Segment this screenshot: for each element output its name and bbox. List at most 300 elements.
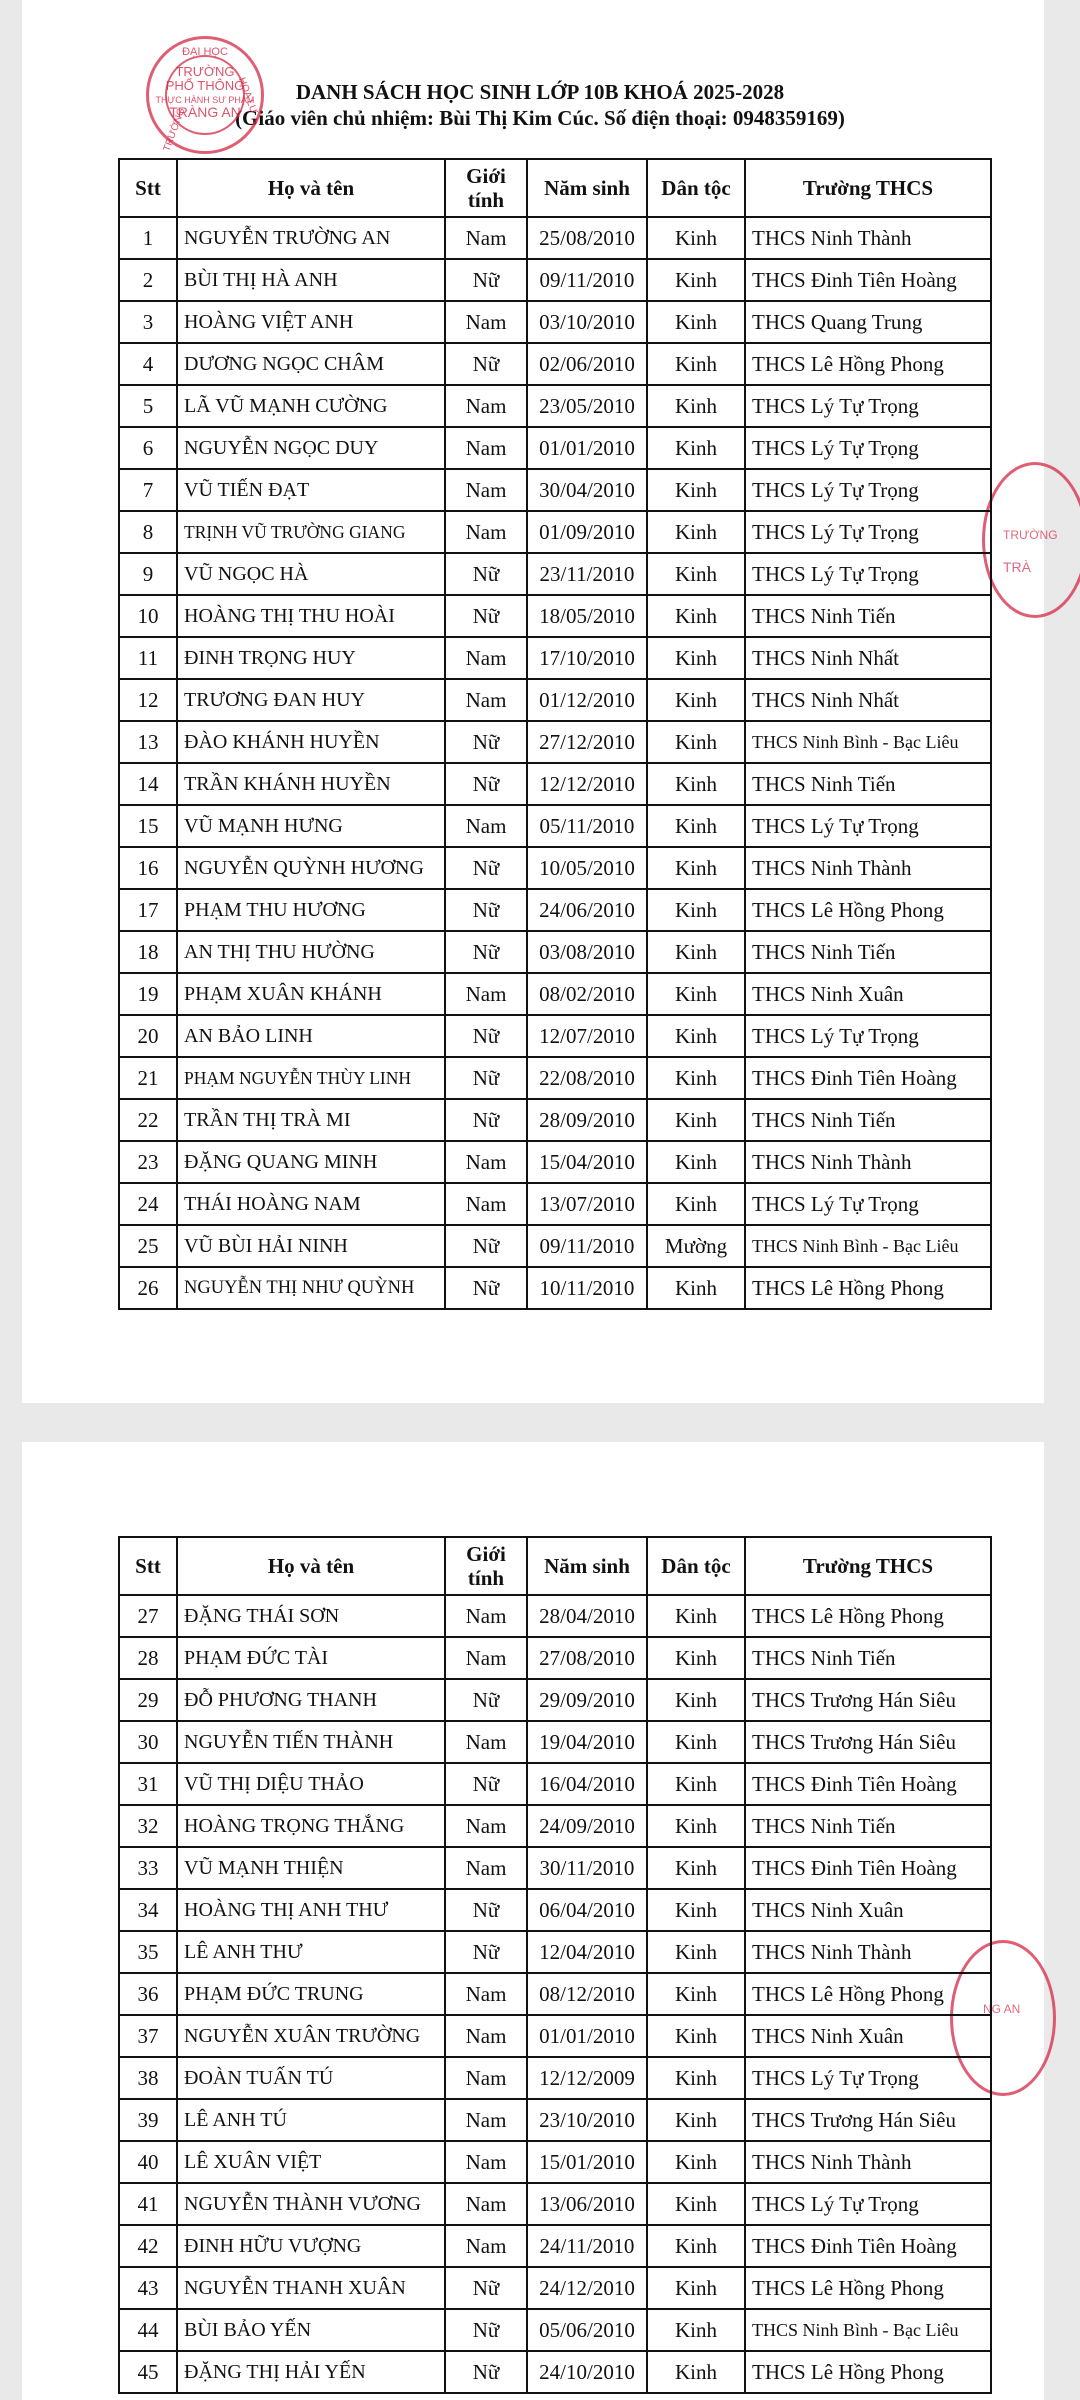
table-row — [119, 1763, 991, 1805]
cell-stt: 18 — [119, 931, 177, 973]
cell-stt: 24 — [119, 1183, 177, 1225]
cell-stt: 39 — [119, 2099, 177, 2141]
cell-dob: 12/12/2010 — [527, 763, 647, 805]
cell-name: NGUYỄN TIẾN THÀNH — [177, 1721, 445, 1763]
table-row — [119, 763, 991, 805]
cell-gender: Nam — [445, 2141, 527, 2183]
cell-school: THCS Ninh Xuân — [745, 2015, 991, 2057]
table-row — [119, 2225, 991, 2267]
cell-ethnicity: Kinh — [647, 1015, 745, 1057]
cell-gender: Nữ — [445, 1889, 527, 1931]
cell-stt: 43 — [119, 2267, 177, 2309]
cell-gender: Nam — [445, 1805, 527, 1847]
cell-dob: 01/01/2010 — [527, 2015, 647, 2057]
table-row — [119, 1931, 991, 1973]
cell-stt: 42 — [119, 2225, 177, 2267]
cell-stt: 41 — [119, 2183, 177, 2225]
cell-stt: 26 — [119, 1267, 177, 1309]
cell-school: THCS Lý Tự Trọng — [745, 2183, 991, 2225]
cell-stt: 35 — [119, 1931, 177, 1973]
cell-dob: 25/08/2010 — [527, 217, 647, 259]
table-row — [119, 1099, 991, 1141]
cell-dob: 22/08/2010 — [527, 1057, 647, 1099]
cell-gender: Nữ — [445, 1225, 527, 1267]
cell-name: LÊ XUÂN VIỆT — [177, 2141, 445, 2183]
cell-ethnicity: Kinh — [647, 1057, 745, 1099]
cell-stt: 7 — [119, 469, 177, 511]
cell-dob: 24/09/2010 — [527, 1805, 647, 1847]
table-row — [119, 1183, 991, 1225]
cell-name: DƯƠNG NGỌC CHÂM — [177, 343, 445, 385]
header-gender-line1: Giới — [466, 1542, 506, 1566]
cell-school: THCS Ninh Thành — [745, 1141, 991, 1183]
cell-gender: Nam — [445, 2183, 527, 2225]
cell-ethnicity: Kinh — [647, 2225, 745, 2267]
cell-ethnicity: Kinh — [647, 1099, 745, 1141]
cell-school: THCS Ninh Tiến — [745, 1805, 991, 1847]
cell-school: THCS Lý Tự Trọng — [745, 469, 991, 511]
cell-dob: 16/04/2010 — [527, 1763, 647, 1805]
cell-ethnicity: Kinh — [647, 427, 745, 469]
cell-name: AN BẢO LINH — [177, 1015, 445, 1057]
cell-gender: Nữ — [445, 1763, 527, 1805]
margin-stamp-1 — [982, 462, 1080, 618]
cell-gender: Nam — [445, 1847, 527, 1889]
table-header-row — [119, 159, 991, 217]
table-row — [119, 511, 991, 553]
cell-school: THCS Ninh Bình - Bạc Liêu — [745, 1225, 991, 1267]
cell-ethnicity: Kinh — [647, 679, 745, 721]
cell-gender: Nam — [445, 637, 527, 679]
cell-stt: 12 — [119, 679, 177, 721]
cell-name: THÁI HOÀNG NAM — [177, 1183, 445, 1225]
cell-name: VŨ TIẾN ĐẠT — [177, 469, 445, 511]
cell-dob: 12/07/2010 — [527, 1015, 647, 1057]
table-row — [119, 1057, 991, 1099]
cell-dob: 23/10/2010 — [527, 2099, 647, 2141]
cell-stt: 9 — [119, 553, 177, 595]
cell-ethnicity: Kinh — [647, 1763, 745, 1805]
cell-school: THCS Lý Tự Trọng — [745, 2057, 991, 2099]
header-gender-line2: tính — [467, 1566, 505, 1590]
cell-gender: Nam — [445, 511, 527, 553]
cell-name: AN THỊ THU HƯỜNG — [177, 931, 445, 973]
cell-ethnicity: Kinh — [647, 931, 745, 973]
cell-dob: 01/09/2010 — [527, 511, 647, 553]
cell-gender: Nữ — [445, 2267, 527, 2309]
cell-stt: 19 — [119, 973, 177, 1015]
cell-gender: Nữ — [445, 2309, 527, 2351]
cell-school: THCS Lý Tự Trọng — [745, 385, 991, 427]
table-row — [119, 973, 991, 1015]
cell-ethnicity: Kinh — [647, 1637, 745, 1679]
table-row — [119, 1721, 991, 1763]
stamp-right-text: HOA LƯ — [235, 76, 260, 116]
cell-ethnicity: Kinh — [647, 1721, 745, 1763]
cell-school: THCS Trương Hán Siêu — [745, 1679, 991, 1721]
cell-gender: Nữ — [445, 343, 527, 385]
header-ethnicity: Dân tộc — [647, 159, 745, 217]
table-row — [119, 1015, 991, 1057]
cell-dob: 27/12/2010 — [527, 721, 647, 763]
cell-gender: Nam — [445, 217, 527, 259]
table-row — [119, 1595, 991, 1637]
cell-gender: Nữ — [445, 1057, 527, 1099]
cell-ethnicity: Kinh — [647, 1595, 745, 1637]
cell-name: VŨ MẠNH HƯNG — [177, 805, 445, 847]
cell-name: ĐỖ PHƯƠNG THANH — [177, 1679, 445, 1721]
table-row — [119, 1805, 991, 1847]
cell-name: PHẠM THU HƯƠNG — [177, 889, 445, 931]
cell-school: THCS Đinh Tiên Hoàng — [745, 1847, 991, 1889]
cell-name: NGUYỄN THANH XUÂN — [177, 2267, 445, 2309]
table-row — [119, 2267, 991, 2309]
cell-gender: Nam — [445, 1183, 527, 1225]
cell-ethnicity: Kinh — [647, 385, 745, 427]
cell-gender: Nữ — [445, 847, 527, 889]
cell-dob: 12/12/2009 — [527, 2057, 647, 2099]
cell-dob: 09/11/2010 — [527, 259, 647, 301]
table-row — [119, 1225, 991, 1267]
cell-name: HOÀNG THỊ ANH THƯ — [177, 1889, 445, 1931]
cell-school: THCS Đinh Tiên Hoàng — [745, 259, 991, 301]
table-row — [119, 931, 991, 973]
cell-stt: 45 — [119, 2351, 177, 2393]
cell-name: HOÀNG THỊ THU HOÀI — [177, 595, 445, 637]
cell-school: THCS Ninh Tiến — [745, 1099, 991, 1141]
cell-stt: 31 — [119, 1763, 177, 1805]
header-school: Trường THCS — [745, 159, 991, 217]
cell-stt: 13 — [119, 721, 177, 763]
cell-stt: 33 — [119, 1847, 177, 1889]
cell-gender: Nam — [445, 469, 527, 511]
cell-dob: 13/07/2010 — [527, 1183, 647, 1225]
cell-stt: 36 — [119, 1973, 177, 2015]
cell-school: THCS Đinh Tiên Hoàng — [745, 2225, 991, 2267]
cell-stt: 2 — [119, 259, 177, 301]
table-row — [119, 343, 991, 385]
cell-ethnicity: Kinh — [647, 595, 745, 637]
cell-school: THCS Lý Tự Trọng — [745, 1015, 991, 1057]
cell-school: THCS Ninh Xuân — [745, 1889, 991, 1931]
cell-dob: 08/12/2010 — [527, 1973, 647, 2015]
cell-gender: Nam — [445, 973, 527, 1015]
table-header-row — [119, 1537, 991, 1595]
cell-stt: 34 — [119, 1889, 177, 1931]
cell-name: ĐÀO KHÁNH HUYỀN — [177, 721, 445, 763]
cell-school: THCS Lê Hồng Phong — [745, 1267, 991, 1309]
cell-gender: Nữ — [445, 1931, 527, 1973]
cell-dob: 03/08/2010 — [527, 931, 647, 973]
cell-name: BÙI THỊ HÀ ANH — [177, 259, 445, 301]
cell-gender: Nam — [445, 1637, 527, 1679]
cell-gender: Nam — [445, 1973, 527, 2015]
cell-dob: 24/11/2010 — [527, 2225, 647, 2267]
cell-name: NGUYỄN THỊ NHƯ QUỲNH — [177, 1267, 445, 1309]
cell-school: THCS Lý Tự Trọng — [745, 553, 991, 595]
cell-stt: 15 — [119, 805, 177, 847]
cell-ethnicity: Kinh — [647, 847, 745, 889]
table-row — [119, 301, 991, 343]
table-row — [119, 469, 991, 511]
cell-name: PHẠM XUÂN KHÁNH — [177, 973, 445, 1015]
table-row — [119, 1847, 991, 1889]
cell-dob: 06/04/2010 — [527, 1889, 647, 1931]
cell-ethnicity: Kinh — [647, 1931, 745, 1973]
cell-name: PHẠM ĐỨC TÀI — [177, 1637, 445, 1679]
cell-school: THCS Lý Tự Trọng — [745, 427, 991, 469]
header-gender — [445, 1537, 527, 1595]
cell-ethnicity: Kinh — [647, 217, 745, 259]
document-title: DANH SÁCH HỌC SINH LỚP 10B KHOÁ 2025-2028 — [295, 80, 785, 104]
cell-gender: Nam — [445, 2057, 527, 2099]
cell-ethnicity: Kinh — [647, 637, 745, 679]
cell-ethnicity: Kinh — [647, 2309, 745, 2351]
cell-dob: 10/11/2010 — [527, 1267, 647, 1309]
table-row — [119, 259, 991, 301]
cell-ethnicity: Kinh — [647, 2267, 745, 2309]
cell-dob: 05/11/2010 — [527, 805, 647, 847]
cell-stt: 10 — [119, 595, 177, 637]
cell-name: NGUYỄN XUÂN TRƯỜNG — [177, 2015, 445, 2057]
cell-gender: Nữ — [445, 1679, 527, 1721]
cell-ethnicity: Kinh — [647, 973, 745, 1015]
cell-school: THCS Lê Hồng Phong — [745, 1973, 991, 2015]
cell-school: THCS Lý Tự Trọng — [745, 511, 991, 553]
cell-name: VŨ BÙI HẢI NINH — [177, 1225, 445, 1267]
cell-school: THCS Ninh Bình - Bạc Liêu — [745, 2309, 991, 2351]
cell-school: THCS Lý Tự Trọng — [745, 1183, 991, 1225]
cell-gender: Nam — [445, 679, 527, 721]
cell-name: BÙI BẢO YẾN — [177, 2309, 445, 2351]
cell-name: LÊ ANH TÚ — [177, 2099, 445, 2141]
cell-dob: 27/08/2010 — [527, 1637, 647, 1679]
cell-ethnicity: Kinh — [647, 1973, 745, 2015]
header-gender-line1: Giới — [466, 164, 506, 188]
cell-dob: 19/04/2010 — [527, 1721, 647, 1763]
cell-gender: Nam — [445, 385, 527, 427]
cell-dob: 29/09/2010 — [527, 1679, 647, 1721]
header-gender — [445, 159, 527, 217]
cell-ethnicity: Kinh — [647, 763, 745, 805]
cell-ethnicity: Kinh — [647, 469, 745, 511]
cell-dob: 24/10/2010 — [527, 2351, 647, 2393]
table-row — [119, 2183, 991, 2225]
cell-ethnicity: Kinh — [647, 553, 745, 595]
cell-ethnicity: Kinh — [647, 343, 745, 385]
cell-stt: 20 — [119, 1015, 177, 1057]
header-stt: Stt — [119, 1537, 177, 1595]
cell-school: THCS Trương Hán Siêu — [745, 2099, 991, 2141]
stamp-side-text: TRƯỜNG — [161, 106, 188, 154]
cell-name: HOÀNG TRỌNG THẮNG — [177, 1805, 445, 1847]
cell-gender: Nữ — [445, 553, 527, 595]
cell-name: VŨ NGỌC HÀ — [177, 553, 445, 595]
cell-school: THCS Đinh Tiên Hoàng — [745, 1763, 991, 1805]
cell-name: LÃ VŨ MẠNH CƯỜNG — [177, 385, 445, 427]
stamp-line-1: TRƯỜNG — [175, 64, 235, 79]
cell-school: THCS Lê Hồng Phong — [745, 2351, 991, 2393]
cell-name: PHẠM ĐỨC TRUNG — [177, 1973, 445, 2015]
cell-stt: 29 — [119, 1679, 177, 1721]
header-dob: Năm sinh — [527, 1537, 647, 1595]
cell-school: THCS Ninh Bình - Bạc Liêu — [745, 721, 991, 763]
cell-ethnicity: Kinh — [647, 1679, 745, 1721]
cell-name: VŨ MẠNH THIỆN — [177, 1847, 445, 1889]
header-name: Họ và tên — [177, 1537, 445, 1595]
cell-ethnicity: Kinh — [647, 2351, 745, 2393]
stamp-fragment-b: TRÀ — [1003, 559, 1031, 575]
cell-gender: Nữ — [445, 931, 527, 973]
cell-stt: 16 — [119, 847, 177, 889]
cell-ethnicity: Kinh — [647, 2099, 745, 2141]
cell-dob: 09/11/2010 — [527, 1225, 647, 1267]
header-stt: Stt — [119, 159, 177, 217]
cell-ethnicity: Kinh — [647, 1141, 745, 1183]
cell-gender: Nam — [445, 1141, 527, 1183]
cell-stt: 6 — [119, 427, 177, 469]
cell-gender: Nam — [445, 2225, 527, 2267]
cell-gender: Nam — [445, 2099, 527, 2141]
cell-name: TRỊNH VŨ TRƯỜNG GIANG — [177, 511, 445, 553]
table-row — [119, 1679, 991, 1721]
cell-gender: Nam — [445, 301, 527, 343]
stamp-line-2: PHỔ THÔNG — [165, 78, 245, 93]
cell-stt: 5 — [119, 385, 177, 427]
cell-dob: 10/05/2010 — [527, 847, 647, 889]
student-table-page-2 — [118, 1536, 992, 2394]
table-row — [119, 1267, 991, 1309]
cell-name: TRƯƠNG ĐAN HUY — [177, 679, 445, 721]
cell-school: THCS Quang Trung — [745, 301, 991, 343]
cell-school: THCS Ninh Tiến — [745, 763, 991, 805]
stamp-line-4: TRÀNG AN — [169, 104, 241, 120]
cell-stt: 21 — [119, 1057, 177, 1099]
cell-name: PHẠM NGUYỄN THÙY LINH — [177, 1057, 445, 1099]
cell-school: THCS Lý Tự Trọng — [745, 805, 991, 847]
table-row — [119, 2015, 991, 2057]
cell-dob: 08/02/2010 — [527, 973, 647, 1015]
table-row — [119, 2351, 991, 2393]
cell-ethnicity: Kinh — [647, 889, 745, 931]
cell-name: VŨ THỊ DIỆU THẢO — [177, 1763, 445, 1805]
cell-name: ĐẶNG THÁI SƠN — [177, 1595, 445, 1637]
cell-dob: 01/12/2010 — [527, 679, 647, 721]
table-row — [119, 889, 991, 931]
cell-ethnicity: Kinh — [647, 721, 745, 763]
cell-gender: Nữ — [445, 1015, 527, 1057]
cell-dob: 23/11/2010 — [527, 553, 647, 595]
cell-stt: 14 — [119, 763, 177, 805]
cell-dob: 17/10/2010 — [527, 637, 647, 679]
cell-ethnicity: Kinh — [647, 2141, 745, 2183]
cell-name: ĐẶNG QUANG MINH — [177, 1141, 445, 1183]
cell-dob: 30/04/2010 — [527, 469, 647, 511]
cell-ethnicity: Kinh — [647, 1805, 745, 1847]
cell-dob: 28/09/2010 — [527, 1099, 647, 1141]
cell-stt: 17 — [119, 889, 177, 931]
cell-dob: 05/06/2010 — [527, 2309, 647, 2351]
cell-name: NGUYỄN TRƯỜNG AN — [177, 217, 445, 259]
cell-school: THCS Ninh Nhất — [745, 679, 991, 721]
table-row — [119, 2099, 991, 2141]
cell-name: ĐINH TRỌNG HUY — [177, 637, 445, 679]
cell-gender: Nam — [445, 427, 527, 469]
cell-school: THCS Ninh Tiến — [745, 1637, 991, 1679]
cell-school: THCS Ninh Nhất — [745, 637, 991, 679]
cell-gender: Nữ — [445, 721, 527, 763]
cell-dob: 15/01/2010 — [527, 2141, 647, 2183]
table-row — [119, 553, 991, 595]
cell-stt: 38 — [119, 2057, 177, 2099]
cell-name: ĐẶNG THỊ HẢI YẾN — [177, 2351, 445, 2393]
cell-gender: Nữ — [445, 2351, 527, 2393]
cell-gender: Nữ — [445, 763, 527, 805]
table-row — [119, 595, 991, 637]
cell-stt: 30 — [119, 1721, 177, 1763]
cell-dob: 24/06/2010 — [527, 889, 647, 931]
cell-ethnicity: Kinh — [647, 2183, 745, 2225]
header-school: Trường THCS — [745, 1537, 991, 1595]
cell-ethnicity: Mường — [647, 1225, 745, 1267]
cell-school: THCS Ninh Thành — [745, 847, 991, 889]
cell-gender: Nữ — [445, 1267, 527, 1309]
cell-dob: 12/04/2010 — [527, 1931, 647, 1973]
cell-school: THCS Lê Hồng Phong — [745, 343, 991, 385]
cell-school: THCS Ninh Thành — [745, 2141, 991, 2183]
cell-school: THCS Lê Hồng Phong — [745, 2267, 991, 2309]
cell-ethnicity: Kinh — [647, 511, 745, 553]
cell-stt: 8 — [119, 511, 177, 553]
document-subtitle: (Giáo viên chủ nhiệm: Bùi Thị Kim Cúc. Số điện thoại: 0948359169) — [235, 106, 845, 130]
cell-gender: Nữ — [445, 1099, 527, 1141]
cell-dob: 02/06/2010 — [527, 343, 647, 385]
cell-name: ĐINH HỮU VƯỢNG — [177, 2225, 445, 2267]
cell-stt: 11 — [119, 637, 177, 679]
cell-ethnicity: Kinh — [647, 2015, 745, 2057]
cell-name: NGUYỄN THÀNH VƯƠNG — [177, 2183, 445, 2225]
cell-school: THCS Ninh Thành — [745, 1931, 991, 1973]
header-gender-line2: tính — [467, 188, 505, 212]
cell-gender: Nam — [445, 1721, 527, 1763]
cell-name: HOÀNG VIỆT ANH — [177, 301, 445, 343]
cell-stt: 3 — [119, 301, 177, 343]
cell-ethnicity: Kinh — [647, 805, 745, 847]
cell-school: THCS Trương Hán Siêu — [745, 1721, 991, 1763]
cell-gender: Nam — [445, 805, 527, 847]
cell-dob: 15/04/2010 — [527, 1141, 647, 1183]
stamp-fragment-a: TRƯỜNG — [1003, 528, 1058, 542]
stamp-top-text: ĐẠI HỌC — [182, 46, 228, 58]
stamp-line-3: THỰC HÀNH SƯ PHẠM — [155, 95, 255, 105]
cell-dob: 13/06/2010 — [527, 2183, 647, 2225]
cell-ethnicity: Kinh — [647, 301, 745, 343]
cell-stt: 28 — [119, 1637, 177, 1679]
table-row — [119, 805, 991, 847]
cell-name: NGUYỄN QUỲNH HƯƠNG — [177, 847, 445, 889]
table-row — [119, 385, 991, 427]
header-dob: Năm sinh — [527, 159, 647, 217]
cell-stt: 23 — [119, 1141, 177, 1183]
table-row — [119, 2141, 991, 2183]
cell-gender: Nữ — [445, 889, 527, 931]
table-row — [119, 1141, 991, 1183]
table-row — [119, 217, 991, 259]
cell-school: THCS Lê Hồng Phong — [745, 889, 991, 931]
cell-dob: 24/12/2010 — [527, 2267, 647, 2309]
table-row — [119, 721, 991, 763]
cell-stt: 4 — [119, 343, 177, 385]
